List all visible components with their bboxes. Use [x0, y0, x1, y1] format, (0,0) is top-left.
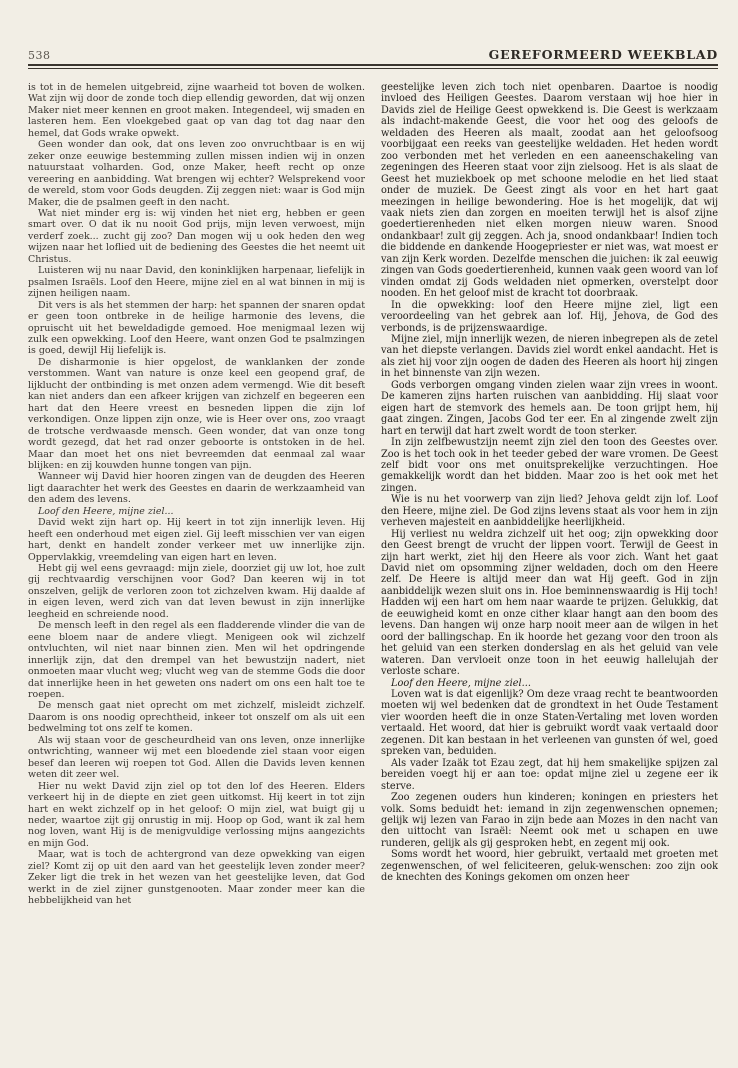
newspaper-page — [28, 42, 718, 1022]
paragraph: Als wij staan voor de gescheurdheid van ons leven, onze innerlijke ontwrichting, wanneer wij met een bloedende ziel staan voor eigen besef dan leeren wij roepen tot God. Allen die Davids leven kennen weten dit zeer wel. — [28, 734, 365, 781]
journal-title: GEREFORMEERD WEEKBLAD — [488, 47, 718, 62]
paragraph: is tot in de hemelen uitgebreid, zijne waarheid tot boven de wolken. Wat zijn wij door de zonde toch diep ellendig geworden, dat wij onzen Maker niet meer kennen en groot maken. Integendeel, wij smaden en lasteren hem. Een vloekgebed gaat op van dag tot dag naar den hemel, dat Gods wrake opwekt. — [28, 82, 365, 139]
paragraph: David wekt zijn hart op. Hij keert in tot zijn innerlijk leven. Hij heeft een onderhoud met eigen ziel. Gij leeft misschien ver van eigen hart, denkt en handelt zonder verkeer met uw innerlijke zijn. Oppervlakkig, vreemdeling van eigen hart en leven. — [28, 517, 365, 563]
paragraph: Soms wordt het woord, hier gebruikt, vertaald met groeten met zegenwenschen, of wel feliciteeren, geluk-wenschen: zoo zijn ook de knechten des Konings gekomen om onzen heer — [381, 849, 718, 884]
paragraph: De mensch gaat niet oprecht om met zichzelf, misleidt zichzelf. Daarom is ons noodig oprechtheid, inkeer tot onszelf om als uit een bedwelming tot ons zelf te komen. — [28, 700, 365, 735]
paragraph: Luisteren wij nu naar David, den koninklijken harpenaar, liefelijk in psalmen Israëls. Loof den Heere, mijne ziel en al wat binnen in mij is zijnen heiligen naam. — [28, 265, 365, 300]
page-header — [28, 42, 718, 62]
paragraph: Hebt gij wel eens gevraagd: mijn ziele, doorziet gij uw lot, hoe zult gij rechtvaardig verschijnen voor God? Dan keeren wij in tot onszelven, gelijk de verloren zoon tot zichzelven kwam. Hij daalde af in eigen leven, werd zich van dat leven bewust in zijn innerlijke leegheid en schreiende nood. — [28, 563, 365, 620]
paragraph: De disharmonie is hier opgelost, de wanklanken der zonde verstommen. Want van nature is onze keel een geopend graf, de lijklucht der ontbinding is met onzen adem vermengd. Wie dit beseft kan niet anders dan een afkeer krijgen van zichzelf en begeeren een hart dat den Heere vreest en besneden lippen die zijn lof verkondigen. Onze lippen zijn onze, wie is Heer over ons, zoo vraagt de trotsche verdwaasde mensch. Geen wonder, dat van onze tong wordt gezegd, dat het rad onzer geboorte is ontstoken in de hel. Maar dan moet het ons niet bevreemden dat eenmaal zal waar blijken: en zij kouwden hunne tongen van pijn. — [28, 356, 365, 471]
paragraph: Maar, wat is toch de achtergrond van deze opwekking van eigen ziel? Komt zij op uit den aard van het geestelijk leven zonder meer? Zeker ligt die trek in het wezen van het geestelijke leven, dat God werkt in de ziel zijner gunstgenooten. Maar zonder meer kan die hebbelijkheid van het — [28, 849, 365, 907]
paragraph: Hier nu wekt David zijn ziel op tot den lof des Heeren. Elders verkeert hij in de diepte en ziet geen uitkomst. Hij keert in tot zijn hart en wekt zichzelf op in het geloof: O mijn ziel, wat buigt gij u neder, waartoe zijt gij onrustig in mij. Hoop op God, want ik zal hem nog loven, want Hij is de menigvuldige verlossing mijns aangezichts en mijn God. — [28, 780, 365, 849]
paragraph: Mijne ziel, mijn innerlijk wezen, de nieren inbegrepen als de zetel van het diepste verlangen. Davids ziel wordt enkel aandacht. Het is als ziet hij voor zijn oogen de daden des Heeren als hoort hij zingen in het binnenste van zijn wezen. — [381, 333, 718, 380]
paragraph: Als vader Izaäk tot Ezau zegt, dat hij hem smakelijke spijzen zal bereiden voegt hij er aan toe: opdat mijne ziel u zegene eer ik sterve. — [381, 757, 718, 792]
paragraph: De mensch leeft in den regel als een fladderende vlinder die van de eene bloem naar de andere vliegt. Menigeen ook wil zichzelf ontvluchten, wil niet naar binnen zien. Men wil het opdringende innerlijk zijn, dat den drempel van het bewustzijn nadert, niet onmoeten maar vlucht weg; vlucht weg van de stemme Gods die door dat innerlijke heen in het geweten ons nadert om ons een halt toe te roepen. — [28, 620, 365, 701]
paragraph: geestelijke leven zich toch niet openbaren. Daartoe is noodig invloed des Heiligen Geestes. Daarom verstaan wij hoe hier in Davids ziel de Heilige Geest opwekkend is. Die Geest is werkzaam als indacht-makende Geest, die voor het oog des geloofs de weldaden des Heeren als maalt, zoodat aan het geloofsoog voorbijgaat een reeks van geestelijke weldaden. Het heden wordt zoo verbonden met het verleden en een aaneenschakeling van zegeningen des Heeren staat voor zijn zielsoog. Het is als slaat de Geest het muziekboek op met schoone melodie en het lied staat onder de muziek. De Geest zingt als voor en het hart gaat meezingen in heilige bewondering. Hoe is het mogelijk, dat wij vaak niets zien dan zorgen en moeiten terwijl het is alsof zijne goedertierenheden niet elken morgen nieuw waren. Snood ondankbaar! zult gij zeggen. Ach ja, snood ondankbaar! Indien toch die biddende en dankende Hoogepriester er niet was, wat moest er van zijn Kerk worden. Dezelfde menschen die juichen: ik zal eeuwig zingen van Gods goedertierenheid, kunnen vaak geen woord van lof vinden omdat zij Gods weldaden niet opmerken, overstelpt door nooden. En het geloof mist de kracht tot doorbraak. — [381, 82, 718, 300]
article-columns — [28, 82, 718, 1017]
paragraph: In zijn zelfbewustzijn neemt zijn ziel den toon des Geestes over. Zoo is het toch ook in het teeder gebed der ware vromen. De Geest zelf bidt voor ons met onuitsprekelijke verzuchtingen. Hoe gemakkelijk wordt dan het bidden. Maar zoo is het ook met het zingen. — [381, 437, 718, 494]
right-column — [381, 82, 718, 1017]
quote-line: Loof den Heere, mijne ziel... — [38, 505, 174, 517]
paragraph: Wie is nu het voorwerp van zijn lied? Jehova geldt zijn lof. Loof den Heere, mijne ziel. De God zijns levens staat als voor hem in zijn verheven majesteit en aanbiddelijke heerlijkheid. — [381, 494, 718, 529]
header-rule-thin — [28, 68, 718, 69]
paragraph: Wat niet minder erg is: wij vinden het niet erg, hebben er geen smart over. O dat ik nu nooit God prijs, mijn leven verwoest, mijn verderf zoek... zucht gij zoo? Dan mogen wij u ook heden den weg wijzen naar het loflied uit de bediening des Geestes die het neemt uit Christus. — [28, 207, 365, 265]
paragraph: Loven wat is dat eigenlijk? Om deze vraag recht te beantwoorden moeten wij wel bedenken dat de grondtext in het Oude Testament vier woorden heeft die in onze Staten-Vertaling met loven worden vertaald. Het woord, dat hier is gebruikt wordt vaak vertaald door zegenen. Dit kan bestaan in het verleenen van gunsten óf wel, goed spreken van, beduiden. — [381, 689, 718, 758]
left-column — [28, 82, 365, 1017]
paragraph: Hij verliest nu weldra zichzelf uit het oog; zijn opwekking door den Geest brengt de vrucht der lippen voort. Terwijl de Geest in zijn hart werkt, ziet hij den Heere als voor zich. Want het gaat David niet om opsomming zijner weldaden, doch om den Heere zelf. De Heere is altijd meer dan wat Hij geeft. God in zijn aanbiddelijk wezen sluit ons in. Hoe beminnenswaardig is Hij toch! Hadden wij een hart om hem naar waarde te prijzen. Gelukkig, dat de eeuwigheid komt en onze cither klaar hangt aan den boom des levens. Dan hangen wij onze harp nooit meer aan de wilgen in het oord der ballingschap. En ik hoorde het gezang voor den troon als het geluid van een sterken donderslag en als het geluid van vele wateren. Dan vervloeit onze toon in het eeuwig hallelujah der verloste schare. — [381, 528, 718, 678]
header-rule-thick — [28, 64, 718, 66]
paragraph: Wanneer wij David hier hooren zingen van de deugden des Heeren ligt daarachter het werk des Geestes en daarin de werkzaamheid van den adem des levens. — [28, 471, 365, 506]
paragraph: Zoo zegenen ouders hun kinderen; koningen en priesters het volk. Soms beduidt het: iemand in zijn zegenwenschen opnemen; gelijk wij lezen van Farao in zijn bede aan Mozes in den nacht van den uittocht van Israël: Neemt ook met u schapen en uwe runderen, gelijk als gij gesproken hebt, en zegent mij ook. — [381, 792, 718, 849]
paragraph: Gods verborgen omgang vinden zielen waar zijn vrees in woont. De kameren zijns harten ruischen van aanbidding. Hij slaat voor eigen hart de stemvork des hemels aan. De toon grijpt hem, hij gaat zingen. Zingen, Jacobs God ter eer. En al zingende zwelt zijn hart en terwijl dat hart zwelt wordt de toon sterker. — [381, 379, 718, 437]
quote-line: Loof den Heere, mijne ziel... — [391, 677, 531, 689]
paragraph: In die opwekking: loof den Heere mijne ziel, ligt een veroordeeling van het gebrek aan lof. Hij, Jehova, de God des verbonds, is de prijzenswaardige. — [381, 299, 718, 334]
page-number: 538 — [28, 49, 51, 62]
paragraph: Geen wonder dan ook, dat ons leven zoo onvruchtbaar is en wij zeker onze eeuwige bestemming zullen missen indien wij in onzen natuurstaat volharden. God, onze Maker, heeft recht op onze vereering en aanbidding. Wat brengen wij echter? Welsprekend voor de wereld, stom voor Gods deugden. Zij zeggen niet: waar is God mijn Maker, die de psalmen geeft in den nacht. — [28, 139, 365, 208]
paragraph: Dit vers is als het stemmen der harp: het spannen der snaren opdat er geen toon ontbreke in de heilige harmonie des levens, die opruischt uit het beweldadigde gemoed. Hoe menigmaal lezen wij zulk een opwekking. Loof den Heere, want onzen God te psalmzingen is goed, dewijl Hij liefelijk is. — [28, 299, 365, 357]
